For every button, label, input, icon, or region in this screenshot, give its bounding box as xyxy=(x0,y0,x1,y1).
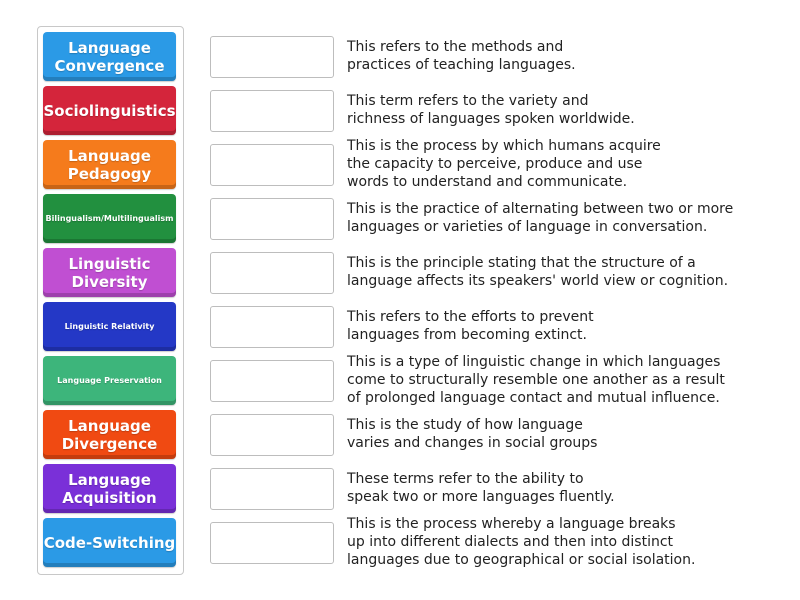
description-text xyxy=(347,29,777,83)
description-text xyxy=(347,353,777,407)
drop-slot[interactable] xyxy=(210,36,334,78)
draggable-tile[interactable]: Language Divergence xyxy=(43,410,176,459)
draggable-tile[interactable]: Language Preservation xyxy=(43,356,176,405)
description-text xyxy=(347,299,777,353)
drop-slot[interactable] xyxy=(210,414,334,456)
draggable-tile[interactable]: Linguistic Diversity xyxy=(43,248,176,297)
description-label: These terms refer to the ability to speak two or more languages fluently. xyxy=(347,471,615,505)
description-label: This term refers to the variety and richness of languages spoken worldwide. xyxy=(347,93,635,127)
drop-slot[interactable] xyxy=(210,252,334,294)
description-text xyxy=(347,515,777,569)
draggable-tile[interactable]: Code-Switching xyxy=(43,518,176,567)
description-label: This refers to the efforts to prevent languages from becoming extinct. xyxy=(347,309,594,343)
drop-slot[interactable] xyxy=(210,468,334,510)
drop-slot[interactable] xyxy=(210,90,334,132)
draggable-tile[interactable]: Language Convergence xyxy=(43,32,176,81)
description-text xyxy=(347,407,777,461)
description-text xyxy=(347,245,777,299)
description-label: This refers to the methods and practices of teaching languages. xyxy=(347,39,576,73)
draggable-tile[interactable]: Bilingualism/Multilingualism xyxy=(43,194,176,243)
description-label: This is a type of linguistic change in which languages come to structurally resemble one another as a result of prolonged language contact and mutual influence. xyxy=(347,354,725,406)
description-text xyxy=(347,191,777,245)
draggable-tile[interactable]: Language Acquisition xyxy=(43,464,176,513)
drop-slot[interactable] xyxy=(210,306,334,348)
drop-slot[interactable] xyxy=(210,522,334,564)
description-label: This is the practice of alternating between two or more languages or varieties of language in conversation. xyxy=(347,201,734,235)
description-label: This is the principle stating that the structure of a language affects its speakers' world view or cognition. xyxy=(347,255,729,289)
description-label: This is the process whereby a language breaks up into different dialects and then into distinct languages due to geographical or social isolation. xyxy=(347,516,696,568)
drop-slot[interactable] xyxy=(210,144,334,186)
description-text xyxy=(347,137,777,191)
description-text xyxy=(347,83,777,137)
draggable-tile[interactable]: Linguistic Relativity xyxy=(43,302,176,351)
draggable-tile[interactable]: Sociolinguistics xyxy=(43,86,176,135)
description-text xyxy=(347,461,777,515)
draggable-tile[interactable]: Language Pedagogy xyxy=(43,140,176,189)
drop-slot[interactable] xyxy=(210,198,334,240)
drop-slot[interactable] xyxy=(210,360,334,402)
description-label: This is the study of how language varies and changes in social groups xyxy=(347,417,598,451)
description-label: This is the process by which humans acquire the capacity to perceive, produce and use words to understand and communicate. xyxy=(347,138,661,190)
